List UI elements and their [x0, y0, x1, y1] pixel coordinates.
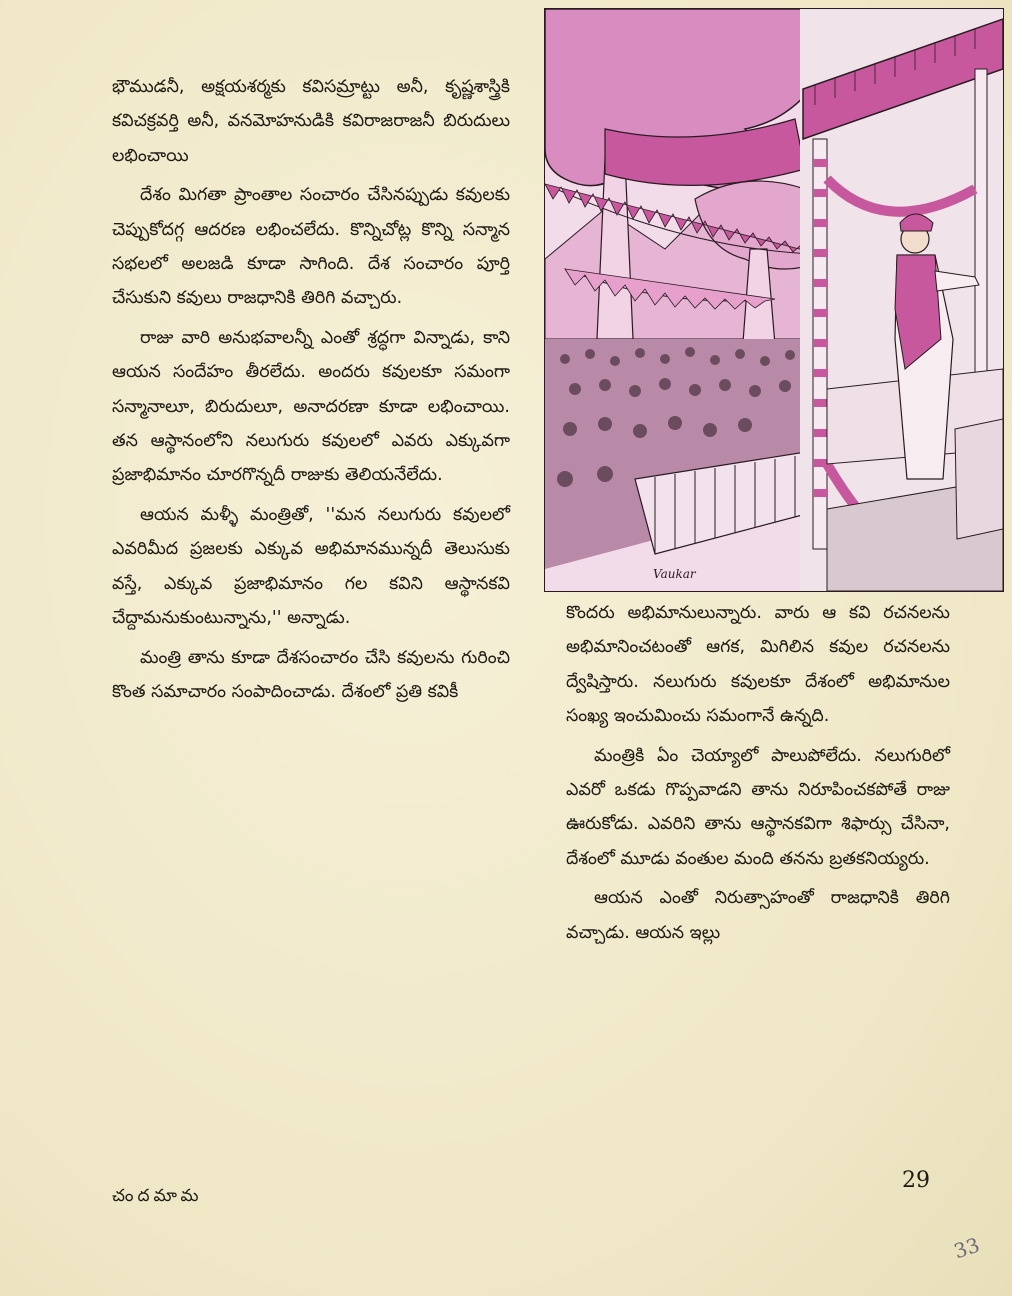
paragraph: రాజు వారి అనుభవాలన్నీ ఎంతో శ్రద్ధగా విన్నాడు, కాని ఆయన సందేహం తీరలేదు. అందరు కవులకూ సమంగా సన్మానాలూ, బిరుదులూ, అనాదరణా కూడా లభించాయి. తన ఆస్థానంలోని నలుగురు కవులలో ఎవరు ఎక్కువగా ప్రజాభిమానం చూరగొన్నదీ రాజుకు తెలియనేలేదు. — [112, 327, 510, 486]
paragraph: భౌముడనీ, అక్షయశర్మకు కవిసమ్రాట్టు అనీ, కృష్ణశాస్త్రికి కవిచక్రవర్తి అనీ, వనమోహనుడికి కవిరాజరాజనీ బిరుదులు లభించాయి — [112, 77, 510, 166]
illustration — [544, 8, 1004, 592]
paragraph: దేశం మిగతా ప్రాంతాల సంచారం చేసినప్పుడు కవులకు చెప్పుకోదగ్గ ఆదరణ లభించలేదు. కొన్నిచోట్ల కొన్ని సన్మాన సభలలో అలజడి కూడా సాగింది. దేశ సంచారం పూర్తి చేసుకుని కవులు రాజధానికి తిరిగి వచ్చారు. — [112, 185, 510, 309]
paragraph: ఆయన ఎంతో నిరుత్సాహంతో రాజధానికి తిరిగి వచ్చాడు. ఆయన ఇల్లు — [566, 888, 950, 943]
page-number: 29 — [902, 1168, 930, 1193]
paragraph: కొందరు అభిమానులున్నారు. వారు ఆ కవి రచనలను అభిమానించటంతో ఆగక, మిగిలిన కవుల రచనలను ద్వేషిస్తారు. నలుగురు కవులకూ దేశంలో అభిమానుల సంఖ్య ఇంచుమించు సమంగానే ఉన్నది. — [566, 603, 950, 727]
paragraph: మంత్రికి ఏం చెయ్యాలో పాలుపోలేదు. నలుగురిలో ఎవరో ఒకడు గొప్పవాడని తాను నిరూపించకపోతే రాజు ఊరుకోడు. ఎవరిని తాను ఆస్థానకవిగా శిఫార్సు చేసినా, దేశంలో మూడు వంతుల మంది తనను బ్రతకనియ్యరు. — [566, 745, 950, 869]
magazine-name: చందమామ — [112, 1186, 203, 1206]
illustration-drawing — [545, 9, 1003, 591]
pencil-mark: 33 — [950, 1232, 983, 1264]
paragraph: మంత్రి తాను కూడా దేశసంచారం చేసి కవులను గురించి కొంత సమాచారం సంపాదించాడు. దేశంలో ప్రతి కవికీ — [112, 647, 510, 702]
paragraph: ఆయన మళ్ళీ మంత్రితో, ''మన నలుగురు కవులలో ఎవరిమీద ప్రజలకు ఎక్కువ అభిమానమున్నదీ తెలుసుకు వస్తే, ఎక్కువ ప్రజాభిమానం గల కవిని ఆస్థానకవి చేద్దామనుకుంటున్నాను,'' అన్నాడు. — [112, 504, 510, 629]
right-text-column — [566, 596, 950, 955]
artist-signature: Vaukar — [653, 567, 696, 581]
left-text-column — [112, 70, 510, 714]
